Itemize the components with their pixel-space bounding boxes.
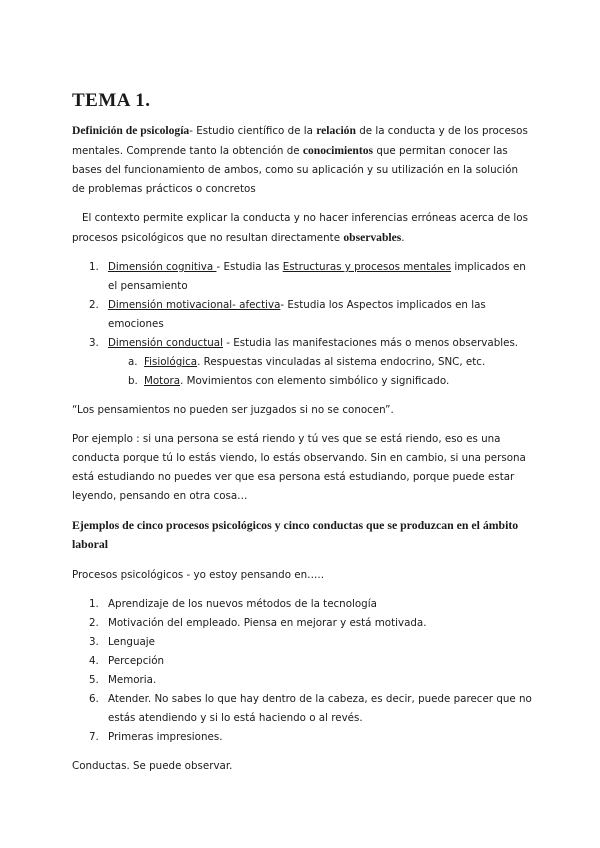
list-item: b. Motora. Movimientos con elemento simbólico y significado.	[128, 375, 450, 387]
context-paragraph: El contexto permite explicar la conducta y no hacer inferencias erróneas acerca de los procesos psicológicos que no resultan directamente observables.	[72, 212, 528, 244]
subdimensions-list	[72, 353, 532, 391]
list-item: 2. Motivación del empleado. Piensa en mejorar y está motivada.	[89, 617, 427, 629]
processes-list	[72, 595, 532, 747]
conducts-intro: Conductas. Se puede observar.	[72, 760, 233, 772]
list-item: 3. Lenguaje	[89, 636, 155, 648]
list-item: 1. Aprendizaje de los nuevos métodos de la tecnología	[89, 598, 377, 610]
dimensions-list	[72, 258, 532, 353]
example-paragraph: Por ejemplo : si una persona se está riendo y tú ves que se está riendo, eso es una conducta porque tú lo estás viendo, lo estás observando. Sin en cambio, si una persona está estudiando no puedes ver que esa persona está estudiando, porque puede estar leyendo, pensando en otra cosa…	[72, 433, 526, 502]
page-title: TEMA 1.	[72, 90, 151, 111]
list-item: 1. Dimensión cognitiva - Estudia las Estructuras y procesos mentales implicados en el pensamiento	[89, 261, 526, 292]
definition-paragraph: Definición de psicología- Estudio científico de la relación de la conducta y de los procesos mentales. Comprende tanto la obtención de conocimientos que permitan conocer las bases del funcionamiento de ambos, como su aplicación y su utilización en la solución de problemas prácticos o concretos	[72, 124, 528, 195]
list-item: 6. Atender. No sabes lo que hay dentro de la cabeza, es decir, puede parecer que no estás atendiendo y si lo está haciendo o al revés.	[89, 693, 532, 724]
quote: “Los pensamientos no pueden ser juzgados si no se conocen”.	[72, 404, 394, 416]
list-item: 7. Primeras impresiones.	[89, 731, 223, 743]
list-item: 4. Percepción	[89, 655, 165, 667]
document-page	[72, 88, 532, 786]
list-item: 5. Memoria.	[89, 674, 157, 686]
section-heading: Ejemplos de cinco procesos psicológicos y cinco conductas que se produzcan en el ámbito laboral	[72, 518, 519, 551]
list-item: 2. Dimensión motivacional- afectiva- Estudia los Aspectos implicados en las emociones	[89, 299, 486, 330]
list-item: a. Fisiológica. Respuestas vinculadas al sistema endocrino, SNC, etc.	[128, 356, 486, 368]
definition-term: Definición de psicología	[72, 124, 190, 137]
list-item: 3. Dimensión conductual - Estudia las manifestaciones más o menos observables.	[89, 337, 519, 349]
processes-intro: Procesos psicológicos - yo estoy pensando en…..	[72, 569, 324, 581]
